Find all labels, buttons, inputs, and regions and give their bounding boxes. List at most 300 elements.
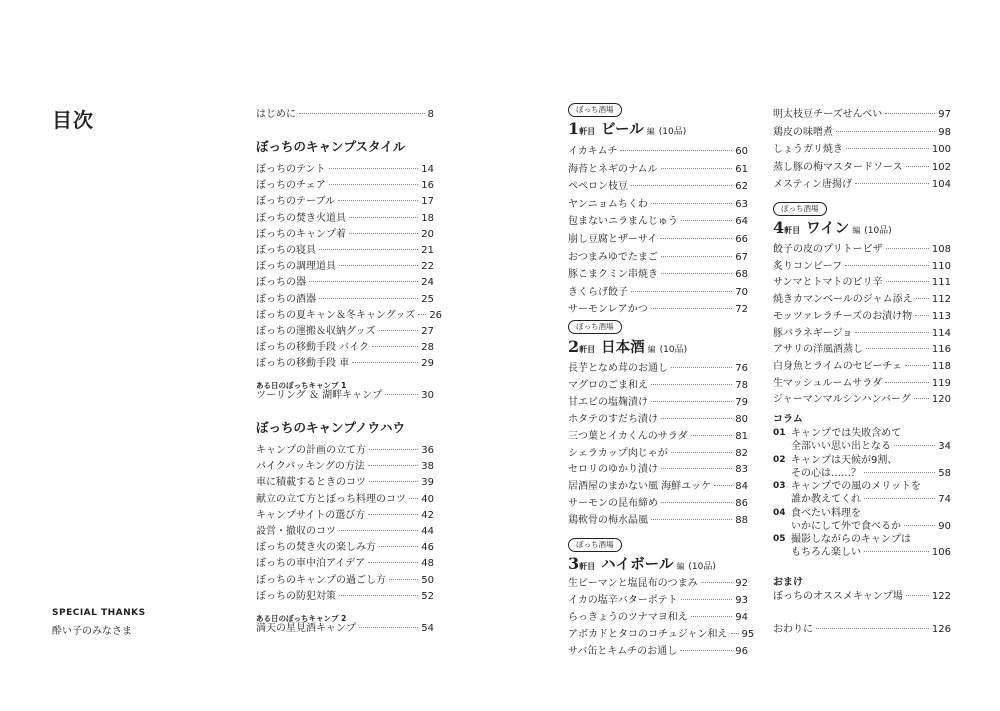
column-title-line2-row xyxy=(791,546,951,559)
entry-page: 66 xyxy=(735,234,748,245)
entry-page: 104 xyxy=(931,179,951,190)
entry-title: サバ缶とキムチのお通し xyxy=(568,645,678,657)
toc-entry[interactable] xyxy=(568,396,748,410)
column-title-line1: キャンプは天候が9割、 xyxy=(791,454,898,466)
entry-page: 106 xyxy=(931,547,951,558)
entry-title: ぼっちの防犯対策 xyxy=(256,590,336,602)
entry-title: アサリの洋風酒蒸し xyxy=(773,344,863,356)
toc-entry[interactable] xyxy=(256,590,434,604)
entry-page: 36 xyxy=(421,445,434,456)
toc-entry[interactable] xyxy=(773,260,951,274)
column-title-line2: その心は……？ xyxy=(791,467,861,479)
toc-entry[interactable] xyxy=(568,430,748,444)
entry-title: ぼっちの寝具 xyxy=(256,245,316,256)
entry-page: 72 xyxy=(735,304,748,316)
leader-dots xyxy=(885,382,929,383)
entry-page: 50 xyxy=(421,574,434,586)
toc-entry[interactable] xyxy=(568,163,748,177)
entry-title: 鶏軟骨の梅水晶風 xyxy=(568,515,648,527)
entry-title: ぼっちの移動手段 バイク xyxy=(256,342,369,354)
toc-entry[interactable] xyxy=(773,343,951,357)
bar-badge-4: ぼっち酒場 xyxy=(773,202,827,216)
entry-title: マグロのごま和え xyxy=(568,379,648,391)
entry-title: ぼっちの酒器 xyxy=(256,293,316,305)
entry-title: ぼっちのオススメキャンプ場 xyxy=(773,591,903,602)
entry-page: 16 xyxy=(421,180,434,192)
entry-title: 生ピーマンと塩昆布のつまみ xyxy=(568,578,698,589)
column-entry[interactable] xyxy=(773,454,951,480)
entry-title: 車に積載するときのコツ xyxy=(256,477,366,489)
entry-page: 84 xyxy=(735,481,748,493)
leader-dots xyxy=(864,498,935,499)
entry-title: おつまみゆでたまご xyxy=(568,251,658,263)
leader-dots xyxy=(319,249,418,250)
leader-dots xyxy=(661,418,732,419)
entry-page: 111 xyxy=(931,277,951,289)
leader-dots xyxy=(651,401,732,402)
toc-entry[interactable] xyxy=(568,286,748,300)
entry-title: 炙りコンビーフ xyxy=(773,260,843,272)
leader-dots xyxy=(701,582,733,583)
leader-dots xyxy=(651,308,733,309)
toc-column-2 xyxy=(568,0,755,711)
entry-title: ぼっちの調理道具 xyxy=(256,261,336,273)
entry-page: 22 xyxy=(421,261,434,273)
entry-page: 48 xyxy=(421,558,434,570)
toc-entry[interactable] xyxy=(256,228,434,242)
column-title-line1: 食べたい料理を xyxy=(791,507,861,519)
bar-badge-1: ぼっち酒場 xyxy=(568,103,622,117)
entry-page: 82 xyxy=(735,447,748,459)
column-title-line2: いかにして外で食べるか xyxy=(791,520,901,532)
entry-title: 豚こまクミン串焼き xyxy=(568,269,658,281)
day-label-2: ある日のぼっちキャンプ 2 xyxy=(256,614,347,623)
toc-entry[interactable] xyxy=(256,163,434,177)
toc-entry[interactable] xyxy=(256,541,434,555)
entry-title: メスティン唐揚げ xyxy=(773,179,852,190)
toc-entry[interactable] xyxy=(568,447,748,461)
column-title-line2: 全部いい思い出となる xyxy=(791,441,891,452)
entry-page: 76 xyxy=(735,363,748,374)
entry-title: 明太枝豆チーズせんべい xyxy=(773,109,883,120)
entry-page: 83 xyxy=(735,464,748,476)
toc-entry[interactable] xyxy=(568,198,748,212)
leader-dots xyxy=(329,168,419,169)
leader-dots xyxy=(836,131,935,132)
toc-entry[interactable] xyxy=(568,303,748,317)
leader-dots xyxy=(671,367,732,368)
column-title-line2-row xyxy=(791,440,951,453)
entry-page: 54 xyxy=(421,623,434,634)
toc-entry[interactable] xyxy=(773,293,951,307)
entry-title: 生マッシュルームサラダ xyxy=(773,377,883,389)
leader-dots xyxy=(389,579,418,580)
leader-dots xyxy=(372,346,418,347)
toc-entry[interactable] xyxy=(256,276,434,290)
entry-page: 97 xyxy=(938,109,951,120)
leader-dots xyxy=(339,265,418,266)
toc-entry[interactable] xyxy=(568,362,748,376)
toc-entry[interactable] xyxy=(256,195,434,209)
toc-entry[interactable] xyxy=(256,622,434,636)
leader-dots xyxy=(691,616,732,617)
toc-entry[interactable] xyxy=(568,233,748,247)
column-entry[interactable] xyxy=(773,507,951,533)
column-title-line2-row xyxy=(791,493,951,506)
entry-page: 62 xyxy=(735,181,748,193)
column-label: コラム xyxy=(773,414,803,425)
column-number: 03 xyxy=(773,481,786,491)
entry-title: モッツァレラチーズのお漬け物 xyxy=(773,310,913,322)
entry-page: 90 xyxy=(938,520,951,532)
entry-title: きくらげ餃子 xyxy=(568,286,628,298)
leader-dots xyxy=(319,298,418,299)
entry-title: 長芋となめ茸のお通し xyxy=(568,363,668,374)
entry-page: 86 xyxy=(735,498,748,510)
entry-page: 39 xyxy=(421,477,434,489)
entry-page: 116 xyxy=(931,344,951,356)
entry-title: ぼっちの車中泊アイデア xyxy=(256,558,366,570)
column-title-line1: 撮影しながらのキャンプは xyxy=(791,534,911,545)
toc-entry[interactable] xyxy=(568,480,748,494)
entry-page: 40 xyxy=(421,493,434,505)
leader-dots xyxy=(866,348,929,349)
entry-page: 52 xyxy=(421,590,434,602)
entry-page: 98 xyxy=(938,126,951,138)
entry-page: 14 xyxy=(421,164,434,175)
entry-title: 設営・撤収のコツ xyxy=(256,526,336,537)
toc-entry[interactable] xyxy=(256,460,434,474)
toc-entry[interactable] xyxy=(568,413,748,427)
entry-title: ヤンニョムちくわ xyxy=(568,198,648,210)
toc-entry[interactable] xyxy=(256,260,434,274)
leader-dots xyxy=(661,502,732,503)
entry-title: ペペロン枝豆 xyxy=(568,181,628,193)
leader-dots xyxy=(631,185,732,186)
toc-entry[interactable] xyxy=(256,444,434,458)
toc-entry[interactable] xyxy=(568,268,748,282)
column-entry[interactable] xyxy=(773,533,951,559)
entry-title: ぼっちの夏キャン＆冬キャングッズ xyxy=(256,309,416,321)
toc-entry[interactable] xyxy=(256,341,434,355)
entry-title: はじめに xyxy=(256,109,296,120)
toc-entry[interactable] xyxy=(773,360,951,374)
entry-title: ジャーマンマルシンハンバーグ xyxy=(773,394,911,406)
toc-entry[interactable] xyxy=(256,108,434,122)
entry-title: サンマとトマトのピリ辛 xyxy=(773,277,883,289)
entry-page: 42 xyxy=(421,509,434,521)
leader-dots xyxy=(855,183,929,184)
toc-entry[interactable] xyxy=(568,215,748,229)
leader-dots xyxy=(409,498,418,499)
toc-entry[interactable] xyxy=(773,276,951,290)
leader-dots xyxy=(368,514,418,515)
toc-entry[interactable] xyxy=(568,145,748,159)
entry-page: 126 xyxy=(931,624,951,635)
entry-page: 70 xyxy=(735,286,748,298)
entry-page: 68 xyxy=(735,269,748,281)
entry-page: 110 xyxy=(931,260,951,272)
entry-page: 24 xyxy=(421,277,434,289)
entry-title: 鶏皮の味噌煮 xyxy=(773,126,833,138)
entry-title: 豚バラネギージョ xyxy=(773,327,853,339)
toc-column-3 xyxy=(773,0,951,711)
entry-title: 甘エビの塩麹漬け xyxy=(568,396,648,408)
entry-title: ぼっちのキャンプの過ごし方 xyxy=(256,574,386,586)
entry-page: 80 xyxy=(735,413,748,425)
leader-dots xyxy=(379,330,419,331)
leader-dots xyxy=(905,365,929,366)
entry-page: 81 xyxy=(735,430,748,442)
toc-entry[interactable] xyxy=(256,476,434,490)
entry-page: 64 xyxy=(735,216,748,228)
leader-dots xyxy=(894,445,935,446)
entry-page: 120 xyxy=(931,394,951,406)
leader-dots xyxy=(886,281,929,282)
leader-dots xyxy=(681,220,732,221)
entry-page: 61 xyxy=(735,163,748,175)
entry-page: 102 xyxy=(931,161,951,173)
entry-page: 27 xyxy=(421,326,434,337)
entry-title: セロリのゆかり漬け xyxy=(568,464,658,476)
toc-entry[interactable] xyxy=(256,389,434,403)
leader-dots xyxy=(864,551,929,552)
entry-page: 118 xyxy=(931,360,951,372)
entry-page: 88 xyxy=(735,515,748,527)
entry-page: 17 xyxy=(421,196,434,208)
entry-page: 67 xyxy=(735,251,748,263)
toc-entry[interactable] xyxy=(773,161,951,175)
entry-title: 三つ葉とイカくんのサラダ xyxy=(568,430,688,442)
entry-page: 46 xyxy=(421,542,434,554)
entry-page: 8 xyxy=(427,109,434,120)
bar-heading-beer: 1 軒目 ビール 編 (10品) xyxy=(568,119,687,138)
entry-title: ツーリング ＆ 湖畔キャンプ xyxy=(256,390,383,401)
entry-page: 79 xyxy=(735,396,748,408)
entry-page: 112 xyxy=(931,294,951,306)
toc-entry[interactable] xyxy=(568,514,748,528)
toc-entry[interactable] xyxy=(256,212,434,226)
leader-dots xyxy=(846,148,929,149)
entry-title: 包まないニラまんじゅう xyxy=(568,216,678,228)
leader-dots xyxy=(691,435,733,436)
leader-dots xyxy=(329,184,419,185)
leader-dots xyxy=(338,200,418,201)
toc-entry[interactable] xyxy=(773,108,951,122)
toc-entry[interactable] xyxy=(773,310,951,324)
toc-entry[interactable] xyxy=(256,309,443,323)
entry-title: ぼっちのチェア xyxy=(256,180,326,192)
omake-label: おまけ xyxy=(773,577,803,588)
toc-entry[interactable] xyxy=(568,379,748,393)
leader-dots xyxy=(379,546,418,547)
leader-dots xyxy=(915,315,929,316)
entry-title: ぼっちの運搬＆収納グッズ xyxy=(256,326,376,337)
leader-dots xyxy=(620,150,732,151)
entry-title: キャンプサイトの選び方 xyxy=(256,509,366,521)
entry-page: 44 xyxy=(421,526,434,537)
leader-dots xyxy=(845,265,929,266)
toc-entry[interactable] xyxy=(568,463,748,477)
toc-entry[interactable] xyxy=(256,493,434,507)
leader-dots xyxy=(309,281,418,282)
column-entry[interactable] xyxy=(773,427,951,453)
leader-dots xyxy=(339,530,418,531)
entry-page: 100 xyxy=(931,144,951,155)
toc-entry[interactable] xyxy=(773,126,951,140)
entry-title: サーモンの昆布締め xyxy=(568,498,658,510)
toc-entry[interactable] xyxy=(256,325,434,339)
toc-entry[interactable] xyxy=(773,590,951,604)
leader-dots xyxy=(661,168,733,169)
entry-title: おわりに xyxy=(773,624,813,635)
entry-page: 78 xyxy=(735,379,748,391)
toc-entry[interactable] xyxy=(773,243,951,257)
entry-page: 28 xyxy=(421,342,434,354)
entry-page: 34 xyxy=(938,441,951,452)
leader-dots xyxy=(680,650,732,651)
entry-page: 25 xyxy=(421,293,434,305)
toc-entry[interactable] xyxy=(568,645,748,659)
entry-page: 30 xyxy=(421,390,434,401)
special-thanks-text: 酔い子のみなさま xyxy=(52,626,132,637)
entry-page: 21 xyxy=(421,245,434,256)
toc-entry[interactable] xyxy=(256,357,434,371)
leader-dots xyxy=(906,166,929,167)
entry-title: ぼっちの移動手段 車 xyxy=(256,358,350,370)
entry-page: 29 xyxy=(421,358,434,370)
entry-page: 113 xyxy=(931,310,951,322)
entry-page: 20 xyxy=(421,228,434,240)
entry-title: キャンプの計画の立て方 xyxy=(256,445,366,456)
toc-entry[interactable] xyxy=(256,525,434,539)
bar-heading-highball: 3 軒目 ハイボール 編 (10品) xyxy=(568,554,716,573)
bar-heading-wine: 4 軒目 ワイン 編 (10品) xyxy=(773,218,892,237)
entry-page: 18 xyxy=(421,212,434,224)
section-heading-knowhow: ぼっちのキャンプノウハウ xyxy=(256,420,406,435)
bar-heading-sake: 2 軒目 日本酒 編 (10品) xyxy=(568,337,688,356)
leader-dots xyxy=(885,113,935,114)
entry-title: シェラカップ肉じゃが xyxy=(568,447,668,459)
entry-title: 満天の星見酒キャンプ xyxy=(256,623,356,634)
entry-title: 焼きカマンベールのジャム添え xyxy=(773,294,913,306)
column-title-line2-row xyxy=(791,520,951,533)
entry-page: 26 xyxy=(429,309,443,321)
entry-page: 38 xyxy=(421,461,434,473)
column-number: 05 xyxy=(773,534,786,544)
toc-entry[interactable] xyxy=(256,509,434,523)
toc-entry[interactable] xyxy=(773,623,951,637)
section-heading-style: ぼっちのキャンプスタイル xyxy=(256,139,406,154)
column-title-line1: キャンプでの風のメリットを xyxy=(791,481,921,492)
leader-dots xyxy=(368,465,418,466)
toc-entry[interactable] xyxy=(773,143,951,157)
leader-dots xyxy=(369,481,418,482)
column-entry[interactable] xyxy=(773,480,951,506)
leader-dots xyxy=(651,203,732,204)
entry-page: 119 xyxy=(931,377,951,389)
leader-dots xyxy=(661,256,732,257)
leader-dots xyxy=(660,238,732,239)
entry-page: 108 xyxy=(931,244,951,255)
leader-dots xyxy=(864,472,935,473)
toc-entry[interactable] xyxy=(773,393,951,407)
entry-title: ぼっちの焚き火道具 xyxy=(256,212,346,224)
entry-title: アボカドとタコのコチュジャン和え xyxy=(568,628,728,640)
toc-entry[interactable] xyxy=(568,611,748,625)
entry-title: ぼっちのテント xyxy=(256,164,326,175)
toc-entry[interactable] xyxy=(568,594,748,608)
page-title: 目次 xyxy=(52,108,94,132)
toc-entry[interactable] xyxy=(568,251,748,265)
column-title-line2: 誰か教えてくれ xyxy=(791,494,861,505)
entry-title: ぼっちの焚き火の楽しみ方 xyxy=(256,542,376,554)
toc-entry[interactable] xyxy=(568,628,755,642)
entry-title: 餃子の皮のプリトーピザ xyxy=(773,244,883,255)
leader-dots xyxy=(651,384,732,385)
entry-title: らっきょうのツナマヨ和え xyxy=(568,611,688,623)
toc-entry[interactable] xyxy=(773,178,951,192)
leader-dots xyxy=(349,233,418,234)
entry-page: 93 xyxy=(735,594,748,606)
bar-badge-2: ぼっち酒場 xyxy=(568,320,622,334)
leader-dots xyxy=(671,452,733,453)
leader-dots xyxy=(661,273,732,274)
leader-dots xyxy=(349,217,418,218)
leader-dots xyxy=(661,468,732,469)
leader-dots xyxy=(369,449,418,450)
entry-page: 58 xyxy=(938,467,951,479)
entry-title: ぼっちのキャンプ着 xyxy=(256,228,346,240)
column-title-line1: キャンプでは失敗含めて xyxy=(791,428,902,439)
column-title-line2-row xyxy=(791,467,951,480)
entry-page: 95 xyxy=(741,628,755,640)
toc-entry[interactable] xyxy=(256,557,434,571)
toc-entry[interactable] xyxy=(568,497,748,511)
leader-dots xyxy=(339,595,418,596)
entry-title: イカキムチ xyxy=(568,146,618,157)
leader-dots xyxy=(731,633,739,634)
column-number: 04 xyxy=(773,507,786,518)
entry-page: 114 xyxy=(931,327,951,339)
entry-title: パイクパッキングの方法 xyxy=(256,461,365,473)
toc-entry[interactable] xyxy=(568,180,748,194)
entry-title: 居酒屋のまかない風 海鮮ユッケ xyxy=(568,481,711,493)
toc-column-1 xyxy=(256,0,443,711)
entry-page: 96 xyxy=(735,645,748,657)
leader-dots xyxy=(631,291,732,292)
leader-dots xyxy=(886,248,929,249)
leader-dots xyxy=(916,298,929,299)
toc-entry[interactable] xyxy=(256,293,434,307)
toc-entry[interactable] xyxy=(568,577,748,591)
toc-entry[interactable] xyxy=(773,327,951,341)
leader-dots xyxy=(714,485,732,486)
toc-entry[interactable] xyxy=(256,179,434,193)
leader-dots xyxy=(651,519,732,520)
entry-title: 崩し豆腐とザーサイ xyxy=(568,234,658,245)
toc-entry[interactable] xyxy=(773,377,951,391)
entry-page: 122 xyxy=(931,591,951,602)
toc-entry[interactable] xyxy=(256,244,434,258)
entry-title: ぼっちの器 xyxy=(256,277,306,289)
entry-title: サーモンレアかつ xyxy=(568,304,648,316)
entry-title: 献立の立て方とぼっち料理のコツ xyxy=(256,493,406,505)
entry-page: 63 xyxy=(735,198,748,210)
toc-entry[interactable] xyxy=(256,574,434,588)
entry-page: 60 xyxy=(735,146,748,157)
leader-dots xyxy=(681,599,733,600)
